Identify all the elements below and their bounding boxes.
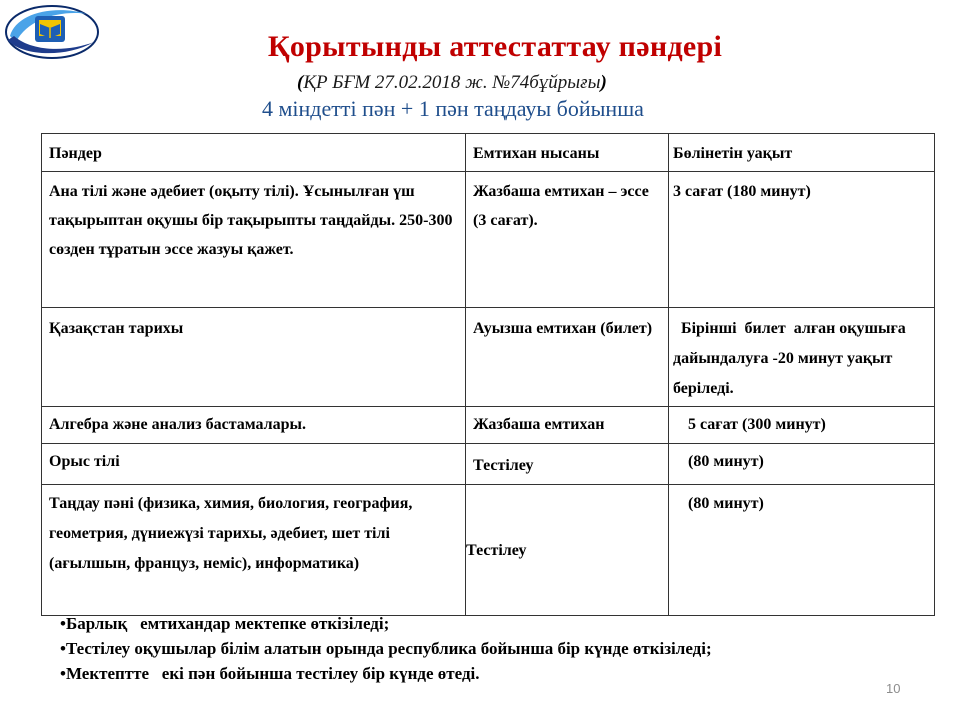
cell-time: 5 сағат (300 минут) xyxy=(669,407,935,444)
table-row xyxy=(42,444,935,485)
list-item: •Тестілеу оқушылар білім алатын орында республика бойынша бір күнде өткізіледі; xyxy=(60,639,712,658)
cell-time: (80 минут) xyxy=(669,485,935,616)
cell-subject: Ана тілі және әдебиет (оқыту тілі). Ұсынылған үш тақырыптан оқушы бір тақырыпты таңдайды. 250-300 сөзден тұратын эссе жазуы қажет. xyxy=(42,172,466,308)
table-row xyxy=(42,172,935,308)
notes-list xyxy=(60,611,712,686)
subject-count-caption: 4 міндетті пән + 1 пән таңдауы бойынша xyxy=(262,96,644,121)
list-item: •Мектептте екі пән бойынша тестілеу бір күнде өтеді. xyxy=(60,664,480,683)
open-paren: ( xyxy=(297,72,304,93)
cell-time: (80 минут) xyxy=(669,444,935,485)
page-title: Қорытынды аттестаттау пәндері xyxy=(267,30,723,63)
header-subjects: Пәндер xyxy=(42,134,466,172)
decree-text: ҚР БҒМ 27.02.2018 ж. №74бұйрығы xyxy=(303,72,601,93)
cell-subject: Таңдау пәні (физика, химия, биология, география, геометрия, дүниежүзі тарихы, әдебиет, шет тілі (ағылшын, француз, неміс), информатика) xyxy=(42,485,466,616)
cell-subject: Орыс тілі xyxy=(42,444,466,485)
cell-exam-form: Жазбаша емтихан – эссе (3 сағат). xyxy=(466,172,669,308)
decree-reference xyxy=(297,72,607,94)
cell-time: 3 сағат (180 минут) xyxy=(669,172,935,308)
table-header-row xyxy=(42,134,935,172)
cell-subject: Алгебра және анализ бастамалары. xyxy=(42,407,466,444)
page-number: 10 xyxy=(886,681,901,696)
close-paren: ) xyxy=(600,72,607,93)
header-exam-form: Емтихан нысаны xyxy=(466,134,669,172)
table-row xyxy=(42,485,935,616)
cell-exam-form: Жазбаша емтихан xyxy=(466,407,669,444)
header-allotted-time: Бөлінетін уақыт xyxy=(669,134,935,172)
list-item: •Барлық емтихандар мектепке өткізіледі; xyxy=(60,614,390,633)
cell-exam-form: Тестілеу xyxy=(466,485,669,616)
cell-subject: Қазақстан тарихы xyxy=(42,308,466,407)
table-row xyxy=(42,407,935,444)
table-row xyxy=(42,308,935,407)
cell-time: Бірінші билет алған оқушыға дайындалуға -20 минут уақыт беріледі. xyxy=(669,308,935,407)
cell-exam-form: Тестілеу xyxy=(466,444,669,485)
cell-exam-form: Ауызша емтихан (билет) xyxy=(466,308,669,407)
exam-subjects-table xyxy=(41,133,935,616)
